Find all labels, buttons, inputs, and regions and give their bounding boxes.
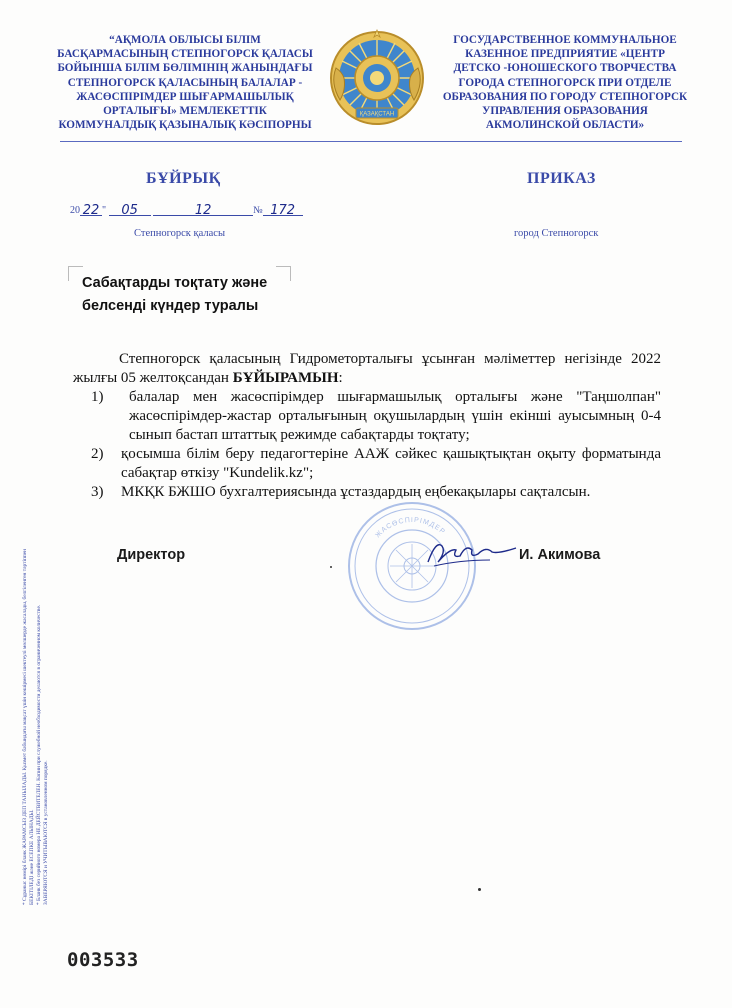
subject-corner-top-left (68, 266, 83, 281)
header-left-line: ОРТАЛЫҒЫ» МЕМЛЕКЕТТІК (103, 105, 267, 118)
item-number: 3) (91, 484, 104, 500)
item-text: қосымша білім беру педагогтеріне ААЖ сәйкес қашықтықтан оқыту форматында сабақтар өткізу "Kundelik.kz"; (121, 446, 661, 481)
order-body (73, 350, 661, 502)
handwritten-month: 05 (109, 203, 151, 216)
order-subject (82, 272, 267, 318)
order-item (73, 445, 661, 483)
item-text: балалар мен жасөспірімдер шығармашылық орталығы және "Таңшолпан" жасөспірімдер-жастар орталығының оқушылардың үшін екінші ауысымның 0-4 сынып бастап штаттық режимде сабақтарды тоқтату; (129, 389, 661, 443)
state-emblem-icon (326, 28, 428, 128)
header-russian-organization (436, 33, 694, 132)
handwritten-day: 12 (153, 203, 253, 216)
item-number: 1) (91, 389, 104, 405)
subject-line: белсенді күндер туралы (82, 298, 259, 314)
header-divider (60, 141, 682, 142)
emblem-text: ҚАЗАҚСТАН (359, 111, 395, 118)
header-right-line: ДЕТСКО -ЮНОШЕСКОГО ТВОРЧЕСТВА (453, 62, 677, 75)
order-title-russian: ПРИКАЗ (527, 170, 596, 187)
handwritten-order-number: 172 (263, 203, 303, 216)
order-item (73, 388, 661, 445)
subject-line: Сабақтарды тоқтату және (82, 275, 268, 291)
header-right-line: ГОРОДА СТЕПНОГОРСК ПРИ ОТДЕЛЕ (458, 76, 672, 89)
year-prefix: 20 (70, 205, 80, 216)
scan-speck (478, 888, 481, 891)
scan-speck (330, 566, 332, 568)
seal-text: ЖАСӨСПІРІМДЕР (374, 516, 447, 540)
header-left-line: “АҚМОЛА ОБЛЫСЫ БІЛІМ (109, 34, 261, 46)
header-left-line: БОЙЫНША БІЛІМ БӨЛІМІНІҢ ЖАНЫНДАҒЫ (57, 62, 313, 75)
header-left-line: КОММУНАЛДЫҚ ҚАЗЫНАЛЫҚ КӘСІПОРНЫ (58, 119, 312, 132)
item-number: 2) (91, 446, 104, 462)
handwritten-year: 22 (80, 203, 102, 216)
city-kazakh: Степногорск қаласы (134, 228, 226, 239)
order-keyword: БҰЙЫРАМЫН (232, 370, 339, 386)
header-right-line: АКМОЛИНСКОЙ ОБЛАСТИ» (485, 119, 645, 132)
header-kazakh-organization (50, 33, 320, 132)
number-label: № (253, 205, 263, 216)
header-right-line: ГОСУДАРСТВЕННОЕ КОММУНАЛЬНОЕ (453, 34, 677, 46)
header-left-line: БАСҚАРМАСЫНЫҢ СТЕПНОГОРСК ҚАЛАСЫ (57, 48, 313, 61)
subject-corner-top-right (276, 266, 291, 281)
handwritten-signature (420, 530, 520, 574)
header-left-line: СТЕПНОГОРСК ҚАЛАСЫНЫҢ БАЛАЛАР - (67, 76, 303, 89)
header-right-line: КАЗЕННОЕ ПРЕДПРИЯТИЕ «ЦЕНТР (465, 48, 665, 61)
order-title-kazakh: БҰЙРЫҚ (146, 170, 221, 187)
city-russian: город Степногорск (514, 228, 599, 239)
blank-serial-number: 003533 (67, 949, 139, 971)
blank-validity-note: * Сұраныс нөмірі бланк ЖАРАМСЫЗ ДЕП ТАНЫЛАДЫ. Қызмет бабындағы мақсат үшін көшірмесі шектеулі мөлшерде жасалады, белгіленген тәртіппен БЕКІТІЛЕДІ және ЕСЕПКЕ АЛЫНАДЫ. * Бланк без серийного номера НЕ ДЕЙСТВИТЕЛЕН. Копии при служебной необходимости делаются в ограниченном количестве. ЗАВЕРЯЮТСЯ и УЧИТЫВАЮТСЯ в установленном порядке. (22, 548, 49, 905)
order-date-line: 20 22 " 05 12 № 172 (70, 203, 303, 216)
director-name: И. Акимова (519, 547, 601, 563)
director-title: Директор (117, 547, 186, 563)
order-intro: Степногорск қаласының Гидрометорталығы ұсынған мәліметтер негізінде 2022 жылғы 05 желтоқсандан БҰЙЫРАМЫН: (73, 351, 661, 386)
header-right-line: УПРАВЛЕНИЯ ОБРАЗОВАНИЯ (482, 105, 648, 118)
header-right-line: ОБРАЗОВАНИЯ ПО ГОРОДУ СТЕПНОГОРСК (442, 90, 688, 103)
item-text: МКҚК БЖШО бухгалтериясында ұстаздардың еңбекақылары сақталсын. (121, 484, 591, 500)
header-left-line: ЖАСӨСПІРІМДЕР ШЫҒАРМАШЫЛЫҚ (76, 90, 294, 103)
